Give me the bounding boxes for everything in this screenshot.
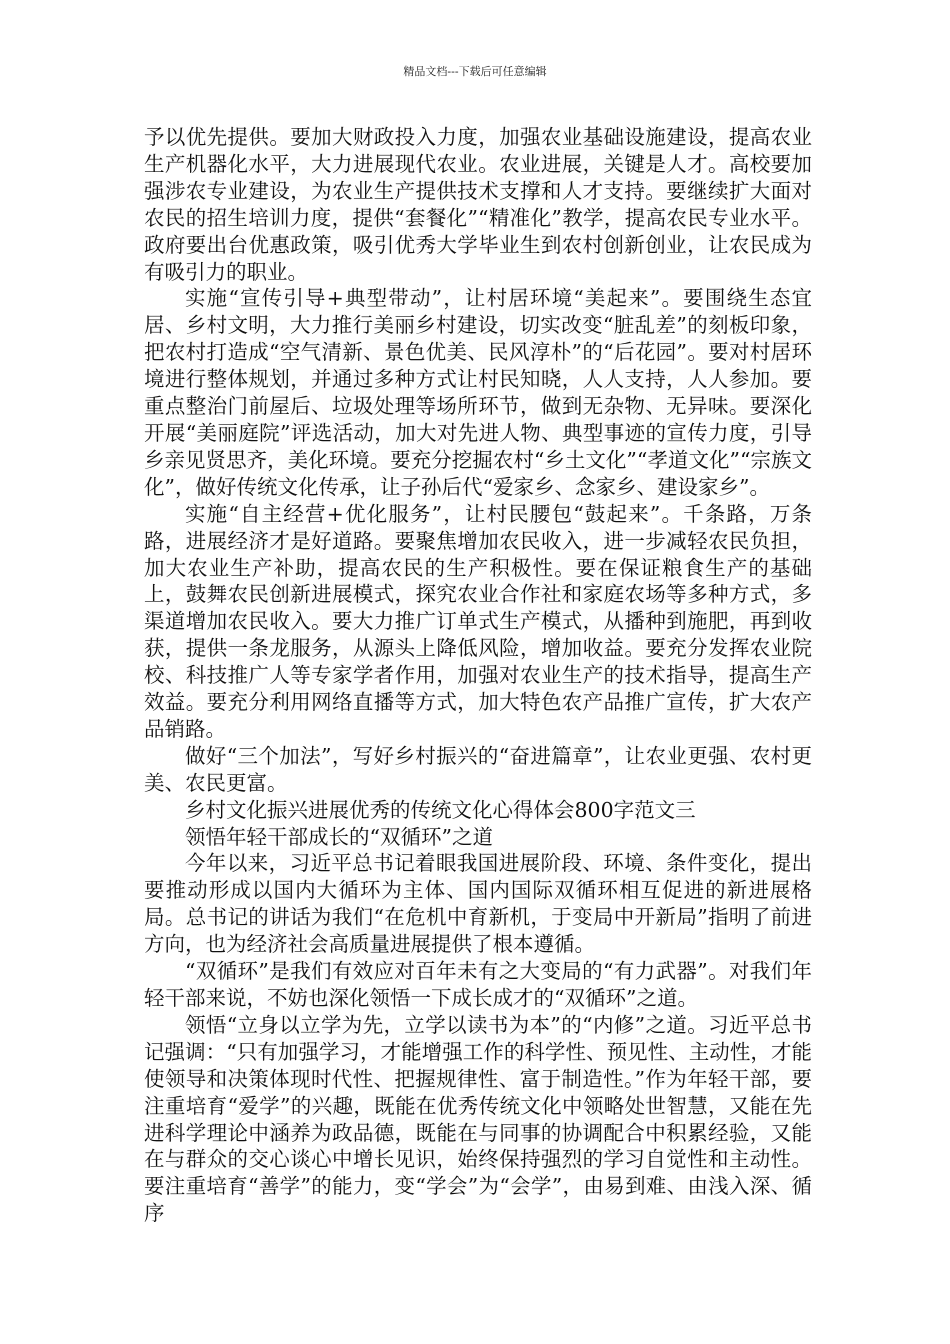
article-title: 乡村文化振兴进展优秀的传统文化心得体会800字范文三 [185, 797, 696, 822]
document-body [144, 124, 812, 1227]
paragraph: 予以优先提供。要加大财政投入力度，加强农业基础设施建设，提高农业生产机器化水平，大力进展现代农业。农业进展，关键是人才。高校要加强涉农专业建设，为农业生产提供技术支撑和人才支持。要继续扩大面对农民的招生培训力度，提供“套餐化”“精准化”教学，提高农民专业水平。政府要出台优惠政策，吸引优秀大学毕业生到农村创新创业，让农民成为有吸引力的职业。 [144, 125, 812, 284]
page-header: 精品文档---下载后可任意编辑 [403, 65, 547, 78]
paragraph: 实施“宣传引导+典型带动”，让村居环境“美起来”。要围绕生态宜居、乡村文明，大力推行美丽乡村建设，切实改变“脏乱差”的刻板印象，把农村打造成“空气清新、景色优美、民风淳朴”的“后花园”。要对村居环境进行整体规划，并通过多种方式让村民知晓，人人支持，人人参加。要重点整治门前屋后、垃圾处理等场所环节，做到无杂物、无异味。要深化开展“美丽庭院”评选活动，加大对先进人物、典型事迹的宣传力度，引导乡亲见贤思齐，美化环境。要充分挖掘农村“乡土文化”“孝道文化”“宗族文化”，做好传统文化传承，让子孙后代“爱家乡、念家乡、建设家乡”。 [144, 286, 812, 499]
paragraph: 实施“自主经营+优化服务”，让村民腰包“鼓起来”。千条路，万条路，进展经济才是好道路。要聚焦增加农民收入，进一步减轻农民负担，加大农业生产补助，提高农民的生产积极性。要在保证粮食生产的基础上，鼓舞农民创新进展模式，探究农业合作社和家庭农场等多种方式，多渠道增加农民收入。要大力推广订单式生产模式，从播种到施肥，再到收获，提供一条龙服务，从源头上降低风险，增加收益。要充分发挥农业院校、科技推广人等专家学者作用，加强对农业生产的技术指导，提高生产效益。要充分利用网络直播等方式，加大特色农产品推广宣传，扩大农产品销路。 [144, 501, 812, 741]
paragraph: 领悟“立身以立学为先，立学以读书为本”的“内修”之道。习近平总书记强调：“只有加强学习，才能增强工作的科学性、预见性、主动性，才能使领导和决策体现时代性、把握规律性、富于制造性。”作为年轻干部，要注重培育“爱学”的兴趣，既能在优秀传统文化中领略处世智慧，又能在先进科学理论中涵养为政品德，既能在与同事的协调配合中积累经验，又能在与群众的交心谈心中增长见识，始终保持强烈的学习自觉性和主动性。要注重培育“善学”的能力，变“学会”为“会学”，由易到难、由浅入深、循序 [144, 1012, 812, 1226]
paragraph: 做好“三个加法”，写好乡村振兴的“奋进篇章”，让农业更强、农村更美、农民更富。 [144, 743, 812, 795]
paragraph: “双循环”是我们有效应对百年未有之大变局的“有力武器”。对我们年轻干部来说，不妨也深化领悟一下成长成才的“双循环”之道。 [144, 959, 812, 1010]
paragraph: 今年以来，习近平总书记着眼我国进展阶段、环境、条件变化，提出要推动形成以国内大循环为主体、国内国际双循环相互促进的新进展格局。总书记的讲话为我们“在危机中育新机，于变局中开新局”指明了前进方向，也为经济社会高质量进展提供了根本遵循。 [144, 851, 812, 957]
article-subtitle: 领悟年轻干部成长的“双循环”之道 [185, 824, 493, 849]
